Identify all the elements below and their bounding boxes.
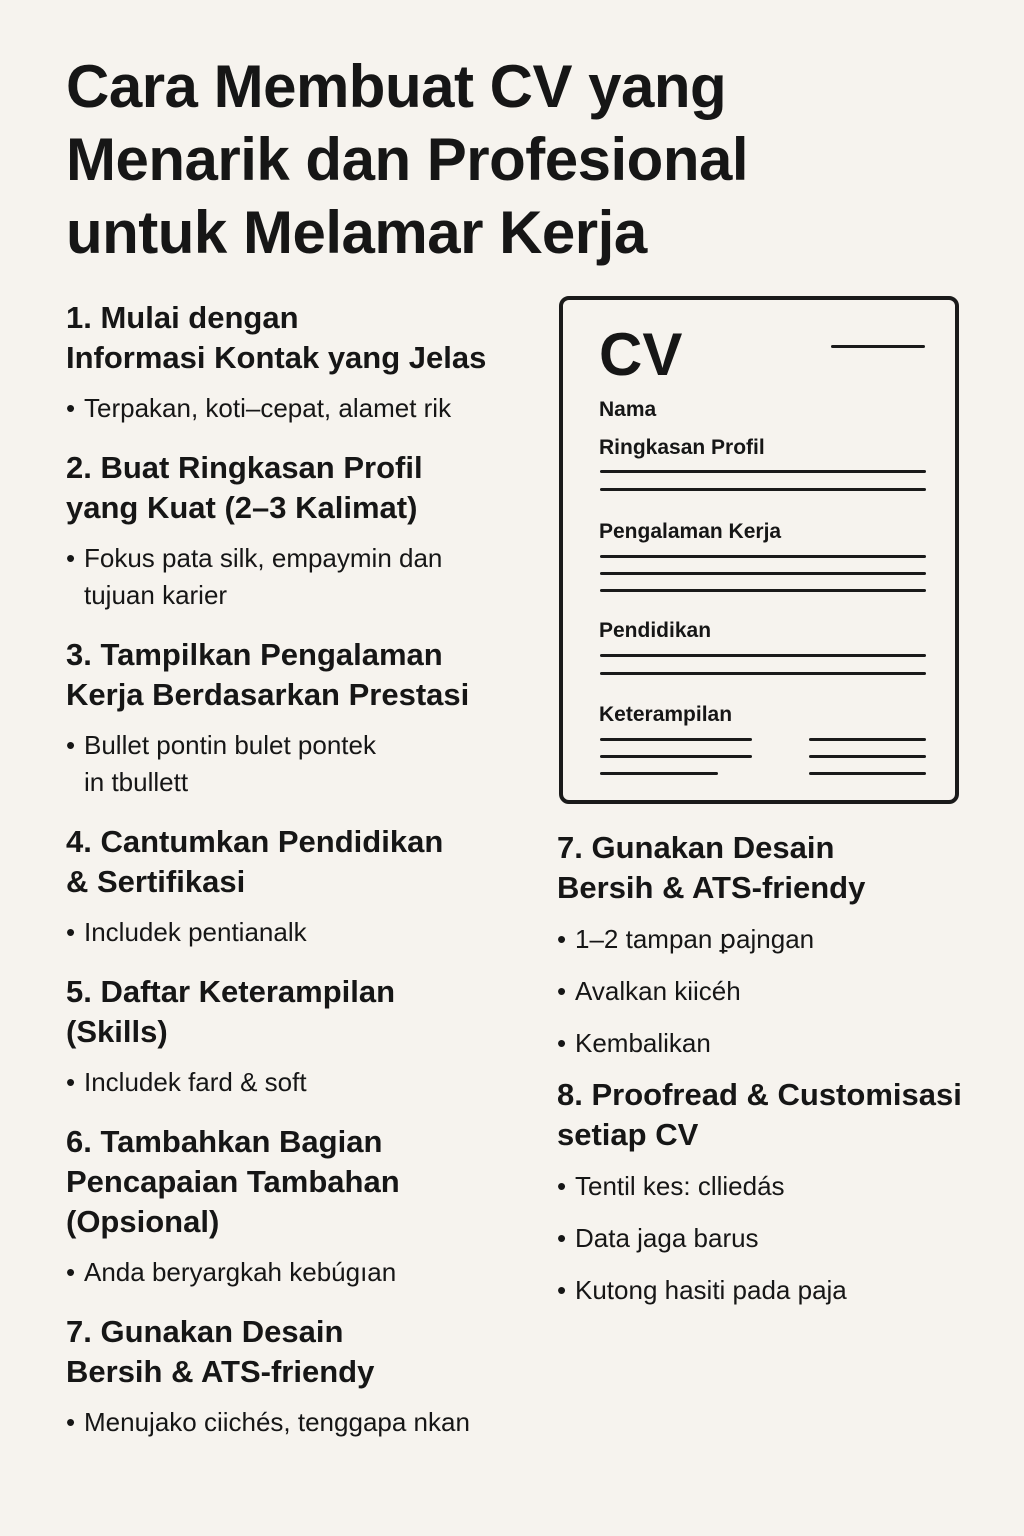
tip-section — [557, 828, 977, 1062]
tip-heading-line: 2. Buat Ringkasan Profil — [66, 450, 423, 485]
tip-section — [66, 822, 536, 951]
cv-text-line — [600, 755, 752, 758]
tip-heading — [66, 1122, 536, 1242]
tip-bullet — [66, 1064, 536, 1101]
cv-label-nama: Nama — [599, 398, 657, 421]
tip-bullet-line: • Kutong hasiti pada paja — [575, 1275, 847, 1305]
cv-illustration — [559, 296, 959, 804]
tip-heading-line: 4. Cantumkan Pendidikan — [66, 824, 444, 859]
tip-heading-line: Bersih & ATS-friendy — [557, 870, 866, 905]
tip-bullet-line: tujuan karier — [84, 580, 228, 610]
tip-bullet — [557, 1272, 977, 1309]
tip-section — [66, 972, 536, 1101]
tip-section — [66, 635, 536, 801]
cv-label-keterampilan: Keterampilan — [599, 703, 733, 726]
tip-bullet-list — [66, 540, 536, 614]
tip-heading — [557, 828, 977, 908]
tip-heading-line: 7. Gunakan Desain — [66, 1314, 344, 1349]
tip-section — [557, 1075, 977, 1309]
tip-bullet-line: • Includek pentianalk — [84, 917, 307, 947]
cv-text-line — [600, 589, 926, 592]
tip-bullet-list — [557, 1168, 977, 1309]
tip-heading-line: 8. Proofread & Customisasi — [557, 1077, 962, 1112]
cv-label-pendidikan: Pendidikan — [599, 619, 712, 642]
tip-bullet-line: in tbullett — [84, 767, 189, 797]
cv-text-line — [600, 470, 926, 473]
tip-bullet-line: • Kembalikan — [575, 1028, 711, 1058]
cv-label-pengalaman: Pengalaman Kerja — [599, 520, 782, 543]
title-line: Menarik dan Profesional — [66, 126, 749, 193]
tip-bullet-line: • 1–2 tampan ꝑajngan — [575, 924, 815, 954]
cv-text-line — [809, 738, 926, 741]
tip-heading-line: Kerja Berdasarkan Prestasi — [66, 677, 470, 712]
tip-bullet-line: • Tentil kes: clliedás — [575, 1171, 785, 1201]
tip-section — [66, 1122, 536, 1291]
tip-bullet-list — [66, 1064, 536, 1101]
tip-bullet — [66, 914, 536, 951]
tip-section — [66, 298, 536, 427]
tip-bullet-line: • Anda beryargkah kebúgıan — [84, 1257, 397, 1287]
tip-heading — [66, 972, 536, 1052]
cv-text-line — [600, 488, 926, 491]
tip-bullet — [66, 727, 536, 801]
tip-heading-line: (Skills) — [66, 1014, 168, 1049]
tip-bullet-list — [66, 1254, 536, 1291]
tip-bullet-list — [66, 727, 536, 801]
tip-bullet — [557, 1220, 977, 1257]
tip-section — [66, 1312, 536, 1441]
tip-heading-line: Bersih & ATS-friendy — [66, 1354, 375, 1389]
tip-heading-line: (Opsional) — [66, 1204, 220, 1239]
tip-bullet-list — [557, 921, 977, 1062]
tip-bullet — [66, 540, 536, 614]
tip-bullet-line: • Bullet pontin bulet pontek — [84, 730, 376, 760]
cv-text-line — [600, 555, 926, 558]
tip-heading-line: yang Kuat (2–3 Kalimat) — [66, 490, 418, 525]
tip-bullet-list — [66, 1404, 536, 1441]
tip-heading-line: 5. Daftar Keterampilan — [66, 974, 396, 1009]
cv-text-line — [600, 672, 926, 675]
tip-bullet-line: • Includek fard & soft — [84, 1067, 307, 1097]
tip-bullet-line: • Terpakan, koti–cepat, alamet rik — [84, 393, 452, 423]
tip-bullet — [557, 973, 977, 1010]
cv-label-ringkasan: Ringkasan Profil — [599, 436, 765, 459]
tip-bullet-line: • Menujako ciichés, tenggapa nkan — [84, 1407, 470, 1437]
tip-heading-line: 1. Mulai dengan — [66, 300, 299, 335]
title-line: untuk Melamar Kerja — [66, 199, 647, 266]
right-column — [557, 828, 977, 1322]
tip-bullet — [66, 390, 536, 427]
tip-heading-line: Informasi Kontak yang Jelas — [66, 340, 487, 375]
tip-heading-line: 6. Tambahkan Bagian — [66, 1124, 383, 1159]
tip-bullet — [557, 921, 977, 958]
tip-heading — [557, 1075, 977, 1155]
cv-title: CV — [599, 321, 683, 388]
tip-bullet — [66, 1254, 536, 1291]
tip-heading-line: setiap CV — [557, 1117, 699, 1152]
tip-heading — [66, 298, 536, 378]
tip-bullet-line: • Fokus pata silk, empaymin dan — [84, 543, 443, 573]
title-line: Cara Membuat CV yang — [66, 53, 727, 120]
cv-header-line — [831, 345, 925, 348]
cv-text-line — [809, 772, 926, 775]
tip-heading-line: & Sertifikasi — [66, 864, 246, 899]
tip-bullet-line: • Avalkan kiicéh — [575, 976, 741, 1006]
tip-heading-line: Pencapaian Tambahan — [66, 1164, 400, 1199]
tip-bullet — [557, 1168, 977, 1205]
tip-heading — [66, 448, 536, 528]
tip-bullet-list — [66, 914, 536, 951]
tip-heading — [66, 1312, 536, 1392]
tip-heading — [66, 635, 536, 715]
cv-text-line — [600, 772, 718, 775]
cv-text-line — [600, 572, 926, 575]
tip-bullet-line: • Data jaga barus — [575, 1223, 759, 1253]
tip-section — [66, 448, 536, 614]
tip-bullet-list — [66, 390, 536, 427]
tip-heading — [66, 822, 536, 902]
tip-heading-line: 3. Tampilkan Pengalaman — [66, 637, 443, 672]
tip-heading-line: 7. Gunakan Desain — [557, 830, 835, 865]
tip-bullet — [557, 1025, 977, 1062]
cv-text-line — [809, 755, 926, 758]
left-column — [66, 298, 536, 1462]
page-title — [66, 50, 946, 269]
tip-bullet — [66, 1404, 536, 1441]
cv-text-line — [600, 738, 752, 741]
cv-text-line — [600, 654, 926, 657]
